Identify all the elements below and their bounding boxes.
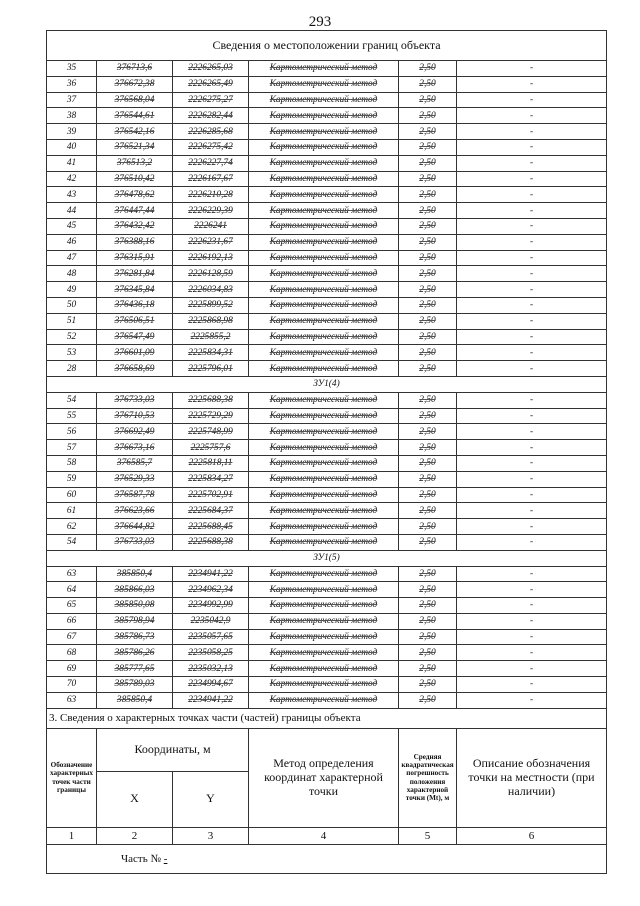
description: - — [457, 582, 607, 598]
point-number: 52 — [47, 329, 97, 345]
method: Картометрический метод — [249, 76, 399, 92]
coord-y: 2226167,67 — [173, 171, 249, 187]
coord-y: 2234941,22 — [173, 692, 249, 708]
header-x: X — [97, 772, 173, 828]
coord-y: 2226192,13 — [173, 250, 249, 266]
accuracy: 2,50 — [399, 440, 457, 456]
method: Картометрический метод — [249, 598, 399, 614]
table-row — [47, 487, 607, 503]
point-number: 56 — [47, 424, 97, 440]
coord-y: 2226282,44 — [173, 108, 249, 124]
coord-x: 376733,03 — [97, 392, 173, 408]
accuracy: 2,50 — [399, 487, 457, 503]
accuracy: 2,50 — [399, 692, 457, 708]
table-row — [47, 392, 607, 408]
coord-y: 2226241 — [173, 218, 249, 234]
boundary-table — [46, 30, 607, 874]
section-title: Сведения о местоположении границ объекта — [47, 31, 607, 61]
description: - — [457, 155, 607, 171]
table-row — [47, 203, 607, 219]
method: Картометрический метод — [249, 187, 399, 203]
coord-y: 2225796,01 — [173, 361, 249, 377]
description: - — [457, 692, 607, 708]
accuracy: 2,50 — [399, 661, 457, 677]
point-number: 36 — [47, 76, 97, 92]
method: Картометрический метод — [249, 266, 399, 282]
method: Картометрический метод — [249, 487, 399, 503]
coord-x: 385777,65 — [97, 661, 173, 677]
coord-y: 2226275,42 — [173, 139, 249, 155]
coord-y: 2225748,99 — [173, 424, 249, 440]
method: Картометрический метод — [249, 677, 399, 693]
point-number: 66 — [47, 613, 97, 629]
accuracy: 2,50 — [399, 218, 457, 234]
description: - — [457, 440, 607, 456]
coord-y: 2226128,59 — [173, 266, 249, 282]
table-row — [47, 471, 607, 487]
accuracy: 2,50 — [399, 613, 457, 629]
description: - — [457, 471, 607, 487]
group-label: ЗУ1(5) — [47, 550, 607, 566]
coord-x: 376713,6 — [97, 61, 173, 77]
method: Картометрический метод — [249, 613, 399, 629]
coord-y: 2226265,03 — [173, 61, 249, 77]
coord-y: 2235042,9 — [173, 613, 249, 629]
point-number: 44 — [47, 203, 97, 219]
coord-y: 2225688,45 — [173, 519, 249, 535]
method: Картометрический метод — [249, 171, 399, 187]
method: Картометрический метод — [249, 645, 399, 661]
coord-y: 2226229,39 — [173, 203, 249, 219]
coord-x: 376521,34 — [97, 139, 173, 155]
part-label: Часть № — [121, 852, 161, 865]
table-row — [47, 519, 607, 535]
col-number: 2 — [97, 827, 173, 844]
coord-y: 2226210,28 — [173, 187, 249, 203]
coord-y: 2226265,49 — [173, 76, 249, 92]
coord-x: 376529,33 — [97, 471, 173, 487]
coord-x: 376542,16 — [97, 124, 173, 140]
coord-y: 2235032,13 — [173, 661, 249, 677]
accuracy: 2,50 — [399, 171, 457, 187]
method: Картометрический метод — [249, 345, 399, 361]
col-number: 3 — [173, 827, 249, 844]
description: - — [457, 613, 607, 629]
table-row — [47, 187, 607, 203]
description: - — [457, 455, 607, 471]
method: Картометрический метод — [249, 629, 399, 645]
accuracy: 2,50 — [399, 455, 457, 471]
accuracy: 2,50 — [399, 645, 457, 661]
table-row — [47, 234, 607, 250]
coord-y: 2234962,34 — [173, 582, 249, 598]
table-row — [47, 329, 607, 345]
point-number: 46 — [47, 234, 97, 250]
point-number: 49 — [47, 282, 97, 298]
table-row — [47, 313, 607, 329]
coord-y: 2225899,52 — [173, 297, 249, 313]
point-number: 62 — [47, 519, 97, 535]
method: Картометрический метод — [249, 329, 399, 345]
method: Картометрический метод — [249, 392, 399, 408]
method: Картометрический метод — [249, 361, 399, 377]
table-row — [47, 282, 607, 298]
table-row — [47, 108, 607, 124]
point-number: 39 — [47, 124, 97, 140]
description: - — [457, 92, 607, 108]
accuracy: 2,50 — [399, 234, 457, 250]
description: - — [457, 250, 607, 266]
description: - — [457, 629, 607, 645]
coord-y: 2226285,68 — [173, 124, 249, 140]
description: - — [457, 566, 607, 582]
description: - — [457, 139, 607, 155]
table-row — [47, 171, 607, 187]
coord-x: 376432,42 — [97, 218, 173, 234]
coord-x: 385850,4 — [97, 566, 173, 582]
accuracy: 2,50 — [399, 139, 457, 155]
accuracy: 2,50 — [399, 124, 457, 140]
method: Картометрический метод — [249, 92, 399, 108]
group-row — [47, 550, 607, 566]
table-row — [47, 76, 607, 92]
table-row — [47, 598, 607, 614]
point-number: 35 — [47, 61, 97, 77]
table-row — [47, 455, 607, 471]
point-number: 58 — [47, 455, 97, 471]
description: - — [457, 503, 607, 519]
point-number: 28 — [47, 361, 97, 377]
description: - — [457, 677, 607, 693]
point-number: 41 — [47, 155, 97, 171]
accuracy: 2,50 — [399, 629, 457, 645]
table-row — [47, 361, 607, 377]
coord-x: 376345,84 — [97, 282, 173, 298]
coord-x: 376710,53 — [97, 408, 173, 424]
description: - — [457, 598, 607, 614]
accuracy: 2,50 — [399, 345, 457, 361]
coord-y: 2235057,65 — [173, 629, 249, 645]
coord-x: 376568,04 — [97, 92, 173, 108]
point-number: 54 — [47, 534, 97, 550]
col-number: 1 — [47, 827, 97, 844]
coord-y: 2226034,83 — [173, 282, 249, 298]
coord-y: 2234941,22 — [173, 566, 249, 582]
description: - — [457, 392, 607, 408]
point-number: 65 — [47, 598, 97, 614]
description: - — [457, 76, 607, 92]
point-number: 60 — [47, 487, 97, 503]
method: Картометрический метод — [249, 424, 399, 440]
coord-x: 385798,94 — [97, 613, 173, 629]
point-number: 67 — [47, 629, 97, 645]
method: Картометрический метод — [249, 582, 399, 598]
table-row — [47, 155, 607, 171]
point-number: 42 — [47, 171, 97, 187]
description: - — [457, 424, 607, 440]
point-number: 53 — [47, 345, 97, 361]
description: - — [457, 266, 607, 282]
accuracy: 2,50 — [399, 503, 457, 519]
table-row — [47, 629, 607, 645]
method: Картометрический метод — [249, 250, 399, 266]
part-value: - — [163, 852, 168, 865]
description: - — [457, 487, 607, 503]
coord-y: 2226275,27 — [173, 92, 249, 108]
description: - — [457, 534, 607, 550]
coord-y: 2225834,31 — [173, 345, 249, 361]
method: Картометрический метод — [249, 234, 399, 250]
method: Картометрический метод — [249, 455, 399, 471]
header-accuracy: Средняя квадратическая погрешность положения характерной точки (Mt), м — [399, 728, 457, 827]
method: Картометрический метод — [249, 61, 399, 77]
table-row — [47, 440, 607, 456]
point-number: 57 — [47, 440, 97, 456]
method: Картометрический метод — [249, 139, 399, 155]
method: Картометрический метод — [249, 282, 399, 298]
description: - — [457, 661, 607, 677]
coord-y: 2225729,29 — [173, 408, 249, 424]
table-row — [47, 92, 607, 108]
method: Картометрический метод — [249, 218, 399, 234]
coord-x: 376447,44 — [97, 203, 173, 219]
coord-x: 376478,62 — [97, 187, 173, 203]
accuracy: 2,50 — [399, 566, 457, 582]
point-number: 37 — [47, 92, 97, 108]
coord-x: 376692,49 — [97, 424, 173, 440]
coord-x: 376388,16 — [97, 234, 173, 250]
accuracy: 2,50 — [399, 408, 457, 424]
description: - — [457, 108, 607, 124]
coord-x: 376672,38 — [97, 76, 173, 92]
accuracy: 2,50 — [399, 392, 457, 408]
accuracy: 2,50 — [399, 313, 457, 329]
table-row — [47, 424, 607, 440]
description: - — [457, 645, 607, 661]
description: - — [457, 61, 607, 77]
section3-title: 3. Сведения о характерных точках части (частей) границы объекта — [47, 708, 607, 728]
coord-y: 2234994,67 — [173, 677, 249, 693]
point-number: 47 — [47, 250, 97, 266]
table-row — [47, 613, 607, 629]
method: Картометрический метод — [249, 297, 399, 313]
point-number: 51 — [47, 313, 97, 329]
table-row — [47, 645, 607, 661]
coord-y: 2226227,74 — [173, 155, 249, 171]
method: Картометрический метод — [249, 519, 399, 535]
point-number: 63 — [47, 692, 97, 708]
description: - — [457, 171, 607, 187]
accuracy: 2,50 — [399, 250, 457, 266]
table-row — [47, 408, 607, 424]
accuracy: 2,50 — [399, 329, 457, 345]
description: - — [457, 345, 607, 361]
coord-x: 376658,69 — [97, 361, 173, 377]
col-number: 6 — [457, 827, 607, 844]
accuracy: 2,50 — [399, 471, 457, 487]
accuracy: 2,50 — [399, 266, 457, 282]
description: - — [457, 234, 607, 250]
col-number: 4 — [249, 827, 399, 844]
part-row — [47, 844, 607, 873]
coord-y: 2225757,6 — [173, 440, 249, 456]
coord-y: 2226231,67 — [173, 234, 249, 250]
group-row — [47, 376, 607, 392]
accuracy: 2,50 — [399, 155, 457, 171]
table-row — [47, 661, 607, 677]
description: - — [457, 519, 607, 535]
point-number: 50 — [47, 297, 97, 313]
table-row — [47, 692, 607, 708]
description: - — [457, 282, 607, 298]
point-number: 59 — [47, 471, 97, 487]
point-number: 40 — [47, 139, 97, 155]
coord-y: 2225684,37 — [173, 503, 249, 519]
coord-x: 376315,91 — [97, 250, 173, 266]
method: Картометрический метод — [249, 534, 399, 550]
table-row — [47, 534, 607, 550]
group-label: ЗУ1(4) — [47, 376, 607, 392]
coord-y: 2234992,99 — [173, 598, 249, 614]
table-row — [47, 124, 607, 140]
table-row — [47, 566, 607, 582]
accuracy: 2,50 — [399, 203, 457, 219]
point-number: 48 — [47, 266, 97, 282]
point-number: 63 — [47, 566, 97, 582]
description: - — [457, 361, 607, 377]
coord-x: 376644,82 — [97, 519, 173, 535]
accuracy: 2,50 — [399, 598, 457, 614]
accuracy: 2,50 — [399, 282, 457, 298]
coord-x: 385789,03 — [97, 677, 173, 693]
coord-x: 385850,08 — [97, 598, 173, 614]
table-row — [47, 250, 607, 266]
method: Картометрический метод — [249, 203, 399, 219]
table-row — [47, 61, 607, 77]
accuracy: 2,50 — [399, 361, 457, 377]
method: Картометрический метод — [249, 108, 399, 124]
accuracy: 2,50 — [399, 187, 457, 203]
table-row — [47, 218, 607, 234]
description: - — [457, 329, 607, 345]
point-number: 64 — [47, 582, 97, 598]
coord-x: 376510,42 — [97, 171, 173, 187]
table-row — [47, 139, 607, 155]
point-number: 70 — [47, 677, 97, 693]
description: - — [457, 313, 607, 329]
coord-x: 385786,26 — [97, 645, 173, 661]
point-number: 38 — [47, 108, 97, 124]
point-number: 43 — [47, 187, 97, 203]
method: Картометрический метод — [249, 692, 399, 708]
accuracy: 2,50 — [399, 92, 457, 108]
col-number: 5 — [399, 827, 457, 844]
method: Картометрический метод — [249, 661, 399, 677]
point-number: 69 — [47, 661, 97, 677]
accuracy: 2,50 — [399, 108, 457, 124]
coord-x: 376544,61 — [97, 108, 173, 124]
point-number: 55 — [47, 408, 97, 424]
coord-y: 2225818,11 — [173, 455, 249, 471]
coord-x: 376506,51 — [97, 313, 173, 329]
method: Картометрический метод — [249, 124, 399, 140]
method: Картометрический метод — [249, 471, 399, 487]
page-number: 293 — [308, 14, 332, 30]
table-row — [47, 345, 607, 361]
coord-x: 376513,2 — [97, 155, 173, 171]
coord-x: 376436,18 — [97, 297, 173, 313]
coord-x: 376623,66 — [97, 503, 173, 519]
description: - — [457, 124, 607, 140]
method: Картометрический метод — [249, 440, 399, 456]
coord-x: 376281,84 — [97, 266, 173, 282]
header-y: Y — [173, 772, 249, 828]
accuracy: 2,50 — [399, 297, 457, 313]
coord-x: 385786,73 — [97, 629, 173, 645]
header-method: Метод определения координат характерной точки — [249, 728, 399, 827]
accuracy: 2,50 — [399, 519, 457, 535]
point-number: 54 — [47, 392, 97, 408]
accuracy: 2,50 — [399, 677, 457, 693]
point-number: 45 — [47, 218, 97, 234]
accuracy: 2,50 — [399, 582, 457, 598]
coord-y: 2235058,25 — [173, 645, 249, 661]
coord-x: 385850,4 — [97, 692, 173, 708]
table-row — [47, 582, 607, 598]
coord-x: 385866,03 — [97, 582, 173, 598]
coord-y: 2225855,2 — [173, 329, 249, 345]
accuracy: 2,50 — [399, 534, 457, 550]
coord-x: 376733,03 — [97, 534, 173, 550]
description: - — [457, 187, 607, 203]
method: Картометрический метод — [249, 408, 399, 424]
coord-y: 2225702,91 — [173, 487, 249, 503]
point-number: 61 — [47, 503, 97, 519]
coord-x: 376587,78 — [97, 487, 173, 503]
coord-y: 2225834,27 — [173, 471, 249, 487]
table-row — [47, 677, 607, 693]
method: Картометрический метод — [249, 503, 399, 519]
description: - — [457, 203, 607, 219]
header-description: Описание обозначения точки на местности (при наличии) — [457, 728, 607, 827]
method: Картометрический метод — [249, 155, 399, 171]
coord-x: 376547,49 — [97, 329, 173, 345]
point-number: 68 — [47, 645, 97, 661]
coord-x: 376601,09 — [97, 345, 173, 361]
table-row — [47, 503, 607, 519]
coord-y: 2225688,38 — [173, 392, 249, 408]
accuracy: 2,50 — [399, 76, 457, 92]
method: Картометрический метод — [249, 313, 399, 329]
coord-y: 2225688,38 — [173, 534, 249, 550]
table-row — [47, 297, 607, 313]
table-row — [47, 266, 607, 282]
accuracy: 2,50 — [399, 424, 457, 440]
description: - — [457, 297, 607, 313]
coord-x: 376673,16 — [97, 440, 173, 456]
coord-y: 2225868,98 — [173, 313, 249, 329]
description: - — [457, 408, 607, 424]
header-coords: Координаты, м — [97, 728, 249, 771]
coord-x: 376585,7 — [97, 455, 173, 471]
description: - — [457, 218, 607, 234]
header-point-label: Обозначение характерных точек части границы — [47, 728, 97, 827]
accuracy: 2,50 — [399, 61, 457, 77]
method: Картометрический метод — [249, 566, 399, 582]
